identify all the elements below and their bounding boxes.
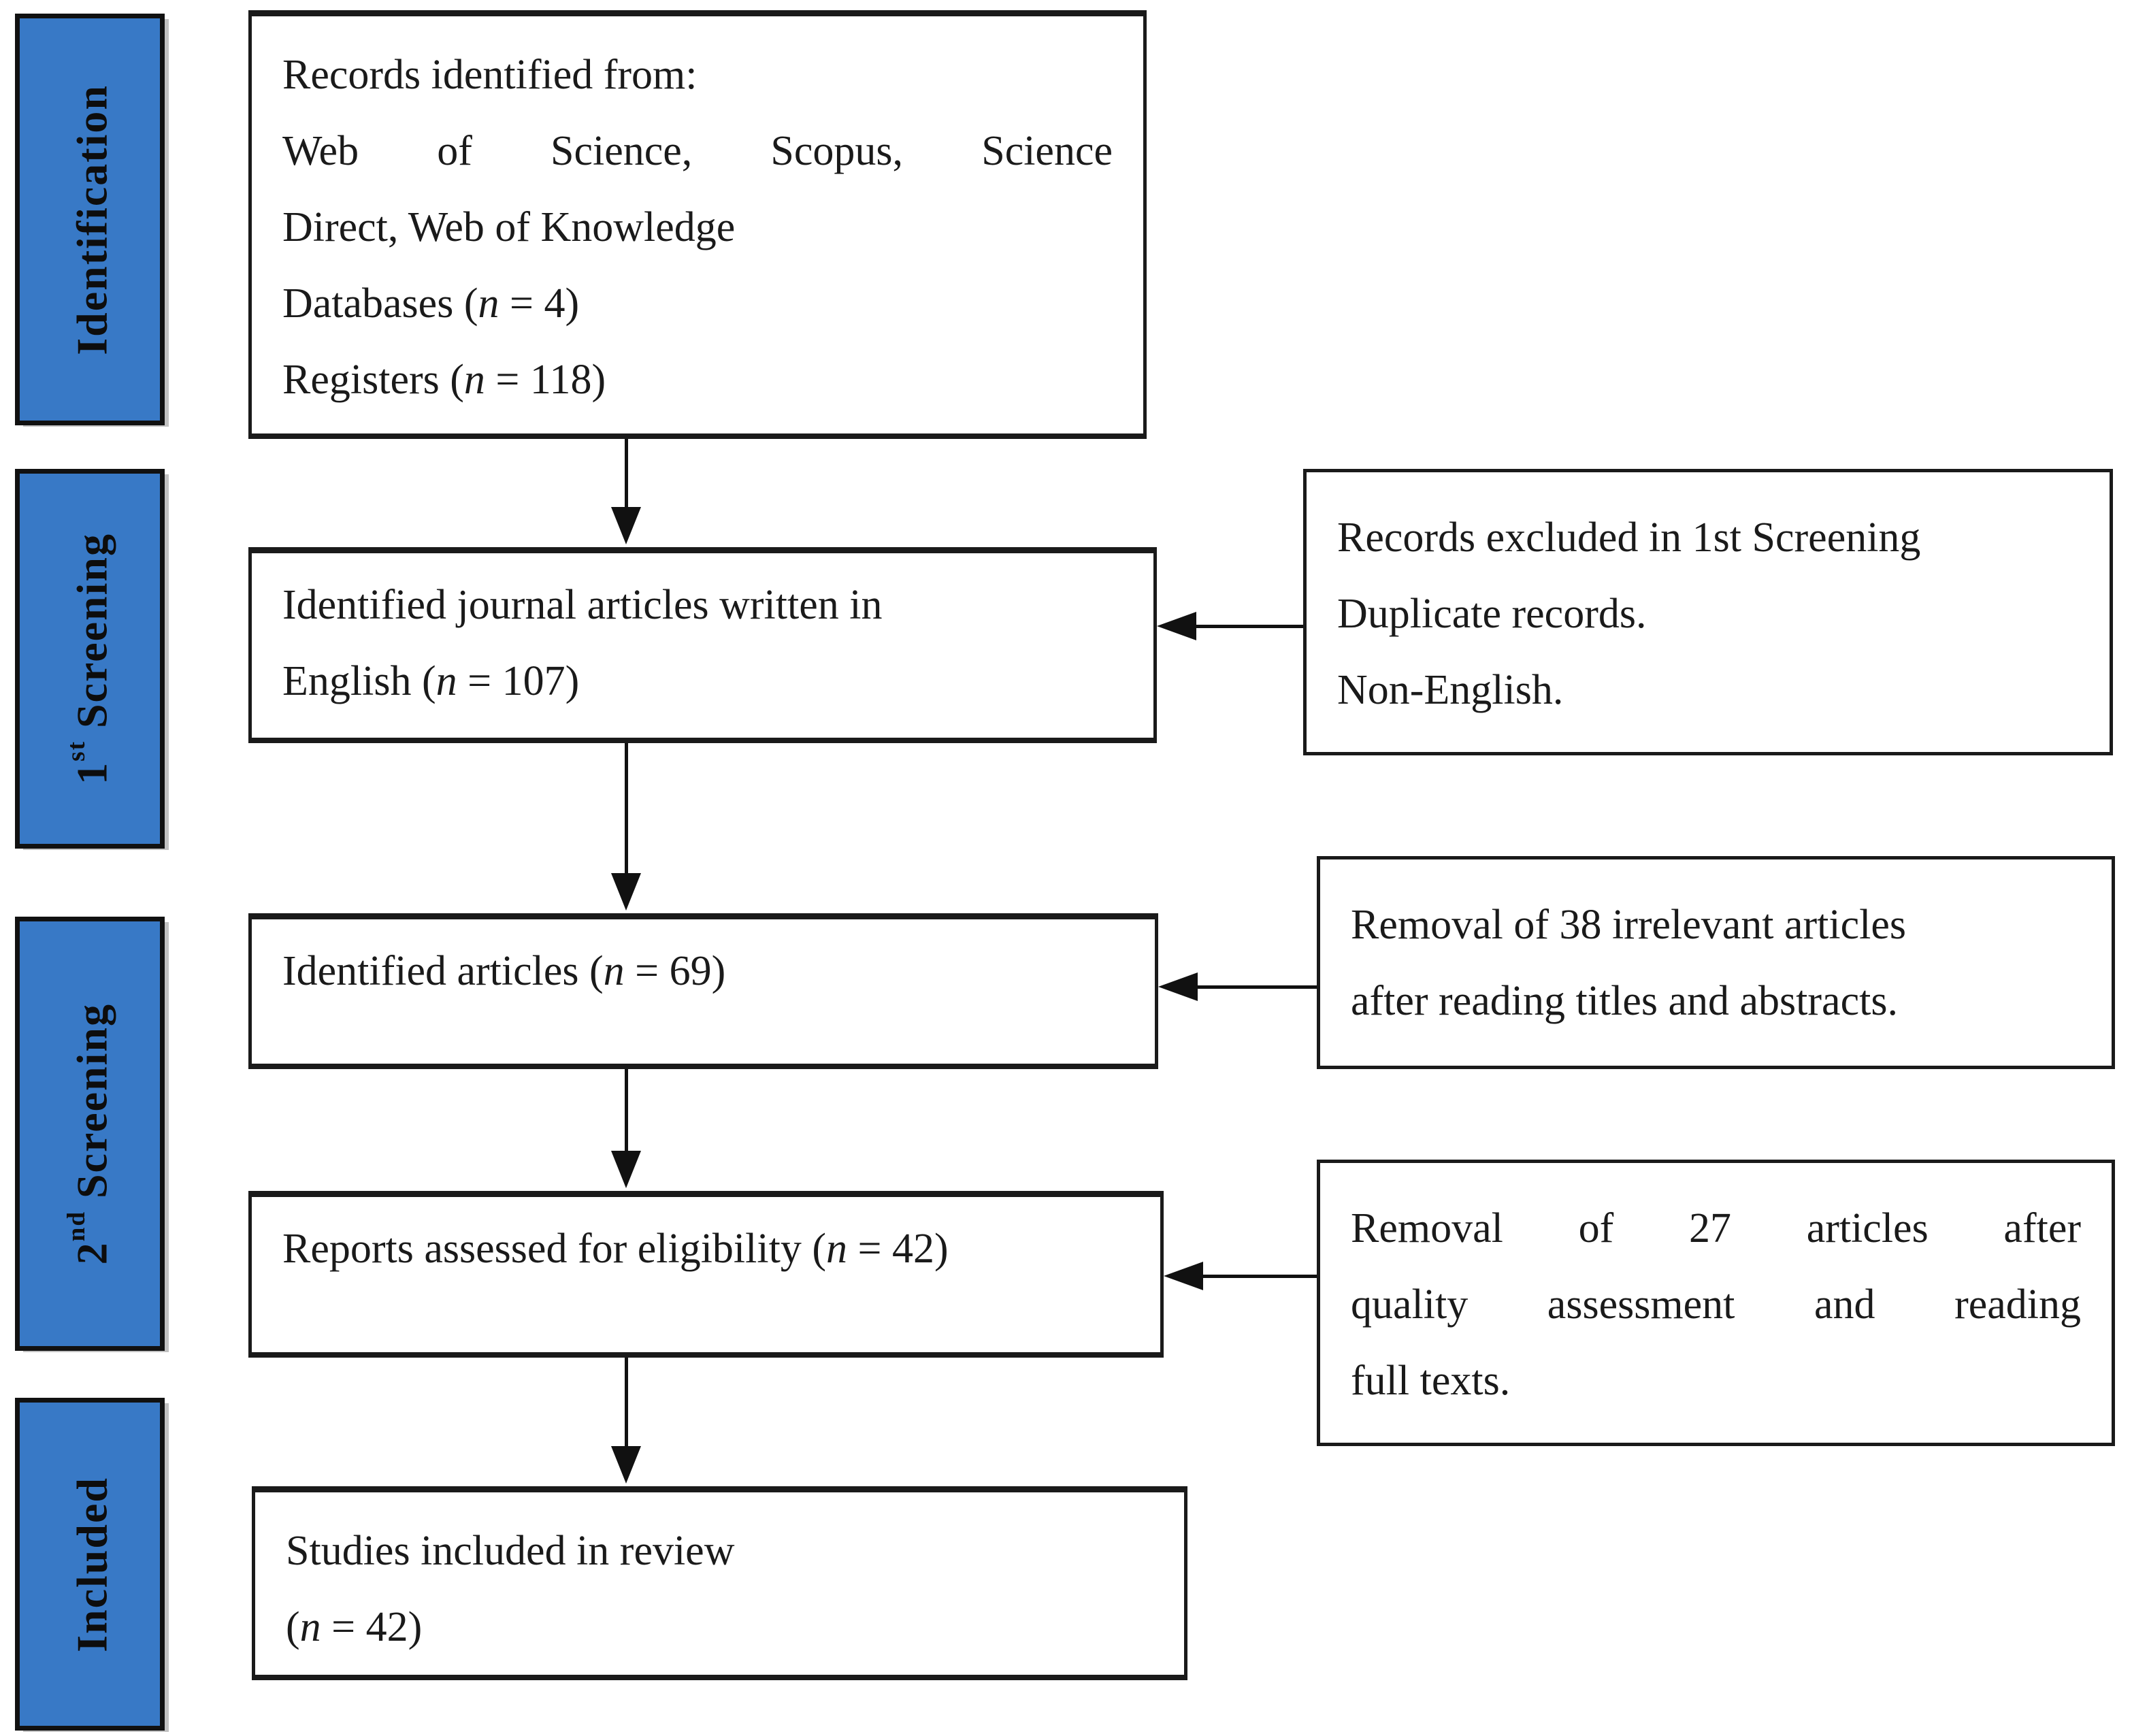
stage-included-label: Included [67,1476,116,1652]
text-line: quality assessment and reading [1351,1281,2081,1328]
arrow-left-1-icon [1157,611,1303,641]
arrow-shaft [1191,625,1303,628]
text-line: Identified articles (n = 69) [282,948,726,994]
arrow-head [611,873,641,911]
arrow-shaft [1198,1275,1317,1278]
text-line: after reading titles and abstracts. [1351,978,1898,1024]
box-removal-38 [1317,856,2115,1069]
arrow-down-3-icon [611,1069,641,1188]
stage-identification [15,14,165,425]
arrow-shaft [1192,985,1317,989]
text-line: Non-English. [1337,667,1564,713]
box-records-identified [248,10,1147,439]
text-line: Studies included in review [286,1528,735,1574]
arrow-down-1-icon [611,439,641,544]
text-line: (n = 42) [286,1604,423,1650]
stage-included [15,1398,165,1731]
text-line: Duplicate records. [1337,591,1647,637]
arrow-shaft [625,1358,628,1450]
text-line: full texts. [1351,1358,1511,1404]
box-removal-27 [1317,1160,2115,1446]
box-excluded-first-screening [1303,469,2113,755]
text-line: Identified journal articles written in [282,582,883,628]
arrow-shaft [625,439,628,510]
arrow-left-2-icon [1158,972,1317,1002]
stage-first-screening-label: 1st Screening [63,533,116,785]
arrow-down-4-icon [611,1358,641,1484]
box-identified-articles [248,913,1158,1069]
text-line: Reports assessed for eligibility (n = 42) [282,1226,949,1272]
arrow-head [611,507,641,544]
stage-second-screening-label: 2nd Screening [63,1002,116,1265]
arrow-head [611,1151,641,1188]
arrow-down-2-icon [611,743,641,911]
stage-first-screening [15,469,165,849]
text-line: Records excluded in 1st Screening [1337,514,1921,561]
box-reports-assessed [248,1191,1164,1358]
text-line: Removal of 38 irrelevant articles [1351,902,1907,948]
text-line: Databases (n = 4) [282,280,580,327]
text-line: Records identified from: [282,52,698,98]
arrow-shaft [625,1069,628,1154]
text-line: Web of Science, Scopus, Science [282,128,1113,174]
text-line: Removal of 27 articles after [1351,1205,2081,1251]
arrow-head [1157,612,1196,640]
stage-identification-label: Identification [67,84,116,355]
stage-second-screening [15,917,165,1351]
text-line: Direct, Web of Knowledge [282,204,736,250]
box-articles-english [248,547,1157,743]
text-line: English (n = 107) [282,658,580,704]
arrow-head [1158,972,1198,1001]
box-studies-included [252,1486,1187,1680]
arrow-head [611,1446,641,1484]
arrow-shaft [625,743,628,877]
arrow-left-3-icon [1164,1261,1317,1291]
arrow-head [1164,1262,1203,1290]
text-line: Registers (n = 118) [282,357,606,403]
